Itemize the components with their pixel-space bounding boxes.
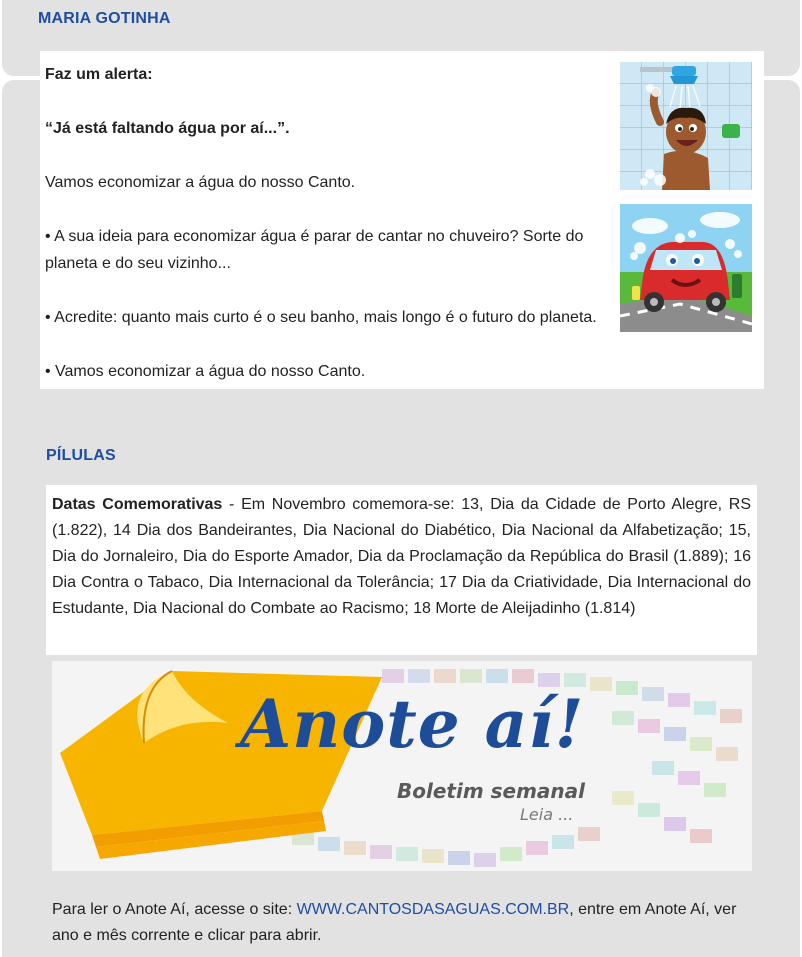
footer-text <box>52 897 752 949</box>
shower-illustration <box>620 62 752 190</box>
anote-ai-banner[interactable] <box>52 661 752 871</box>
alert-quote: “Já está faltando água por aí...”. <box>45 120 290 137</box>
dates-text: - Em Novembro comemora-se: 13, Dia da Cidade de Porto Alegre, RS (1.822), 14 Dia dos Bandeirantes, Dia Nacional do Diabético, Dia Nacional da Alfabetização; 15, Dia do Jornaleiro, Dia do Esporte Amador, Dia da Proclamação da República do Brasil (1.889); 16 Dia Contra o Tabaco, Dia Internacional da Tolerância; 17 Dia da Criatividade, Dia Internacional do Estudante, Dia Nacional do Combate ao Racismo; 18 Morte de Aleijadinho (1.814) <box>52 496 751 617</box>
footer-prefix: Para ler o Anote Aí, acesse o site: <box>52 901 297 918</box>
banner-leia: Leia ... <box>520 805 574 824</box>
alert-box <box>40 51 764 389</box>
section-title-pilulas: PÍLULAS <box>46 447 116 464</box>
site-link[interactable]: WWW.CANTOSDASAGUAS.COM.BR <box>296 901 570 918</box>
banner-headline: Anote aí! <box>240 685 585 763</box>
banner-subtitle: Boletim semanal <box>397 779 586 803</box>
car-wash-illustration <box>620 204 752 332</box>
section-title-maria: MARIA GOTINHA <box>38 10 171 27</box>
dates-paragraph <box>52 492 751 622</box>
alert-bullet: • Vamos economizar a água do nosso Canto. <box>45 363 366 380</box>
alert-bullet: • A sua ideia para economizar água é parar de cantar no chuveiro? Sorte do planeta e do seu vizinho... <box>45 228 584 272</box>
alert-bullet: • Acredite: quanto mais curto é o seu banho, mais longo é o futuro do planeta. <box>45 309 597 326</box>
alert-text <box>45 61 610 385</box>
dates-label: Datas Comemorativas <box>52 496 223 513</box>
dates-box <box>46 485 757 655</box>
alert-line: Vamos economizar a água do nosso Canto. <box>45 174 356 191</box>
alert-heading: Faz um alerta: <box>45 66 153 83</box>
footer-suffix: , entre em Anote Aí, ver ano e mês corrente e clicar para abrir. <box>52 901 737 944</box>
